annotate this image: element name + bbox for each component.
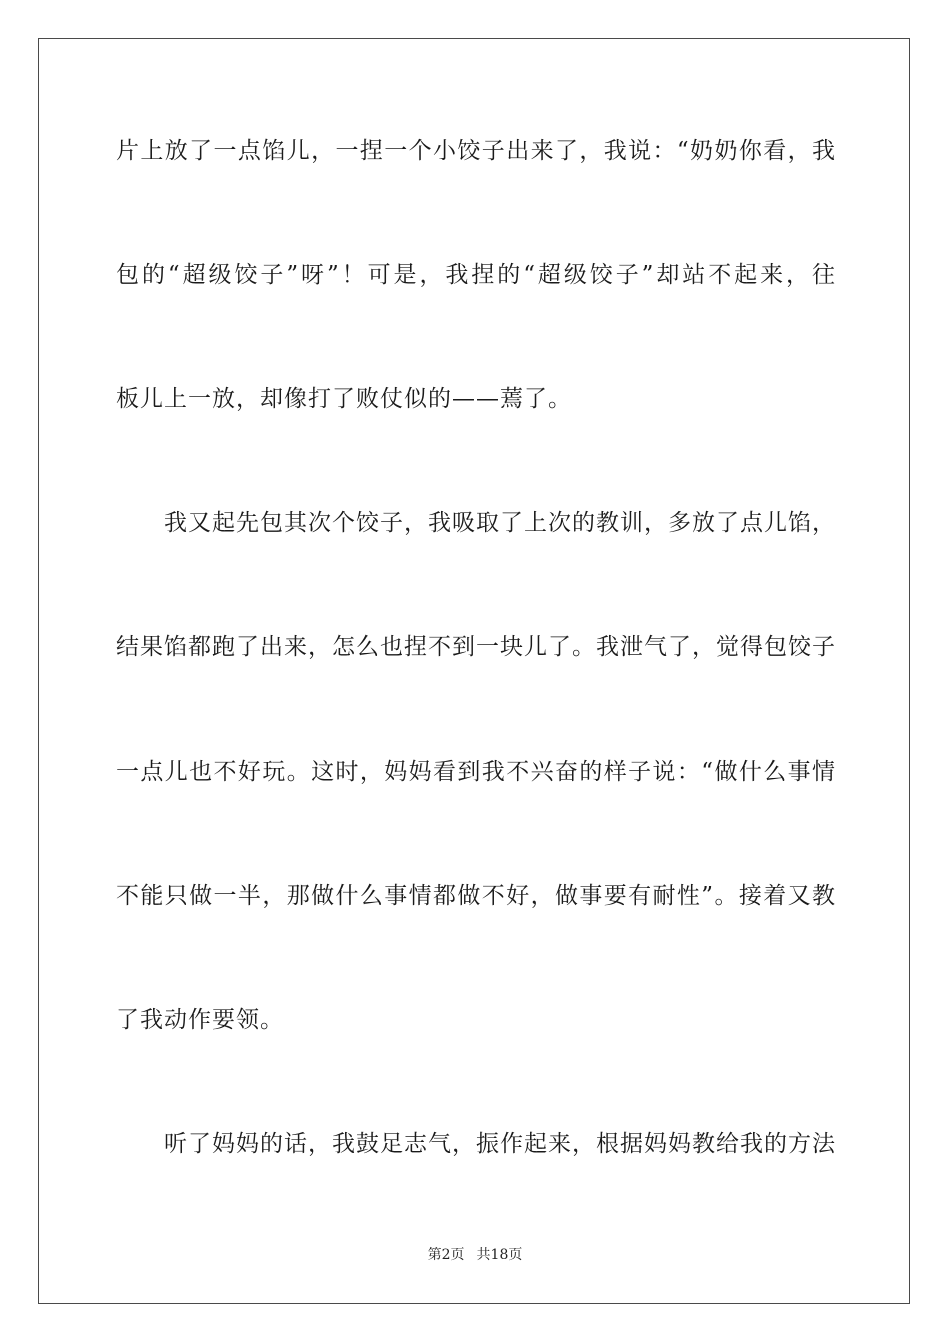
text-line-5: 结果馅都跑了出来，怎么也捏不到一块儿了。我泄气了，觉得包饺子 [116, 634, 836, 660]
page-frame [38, 38, 910, 1304]
text-line-4: 我又起先包其次个饺子，我吸取了上次的教训，多放了点儿馅， [164, 510, 836, 536]
text-line-6: 一点儿也不好玩。这时，妈妈看到我不兴奋的样子说：“做什么事情 [116, 759, 836, 785]
text-line-3: 板儿上一放，却像打了败仗似的——蔫了。 [116, 386, 572, 412]
page-footer [0, 1245, 950, 1265]
page-number: 第2页 [427, 1247, 465, 1263]
page-total: 共18页 [476, 1247, 523, 1263]
text-line-8: 了我动作要领。 [116, 1007, 284, 1033]
text-line-9: 听了妈妈的话，我鼓足志气，振作起来，根据妈妈教给我的方法 [164, 1131, 836, 1157]
text-line-7: 不能只做一半，那做什么事情都做不好，做事要有耐性”。接着又教 [116, 883, 836, 909]
text-line-1: 片上放了一点馅儿，一捏一个小饺子出来了，我说：“奶奶你看，我 [116, 138, 836, 164]
text-line-2: 包的“超级饺子”呀”！可是，我捏的“超级饺子”却站不起来，往 [116, 262, 836, 288]
